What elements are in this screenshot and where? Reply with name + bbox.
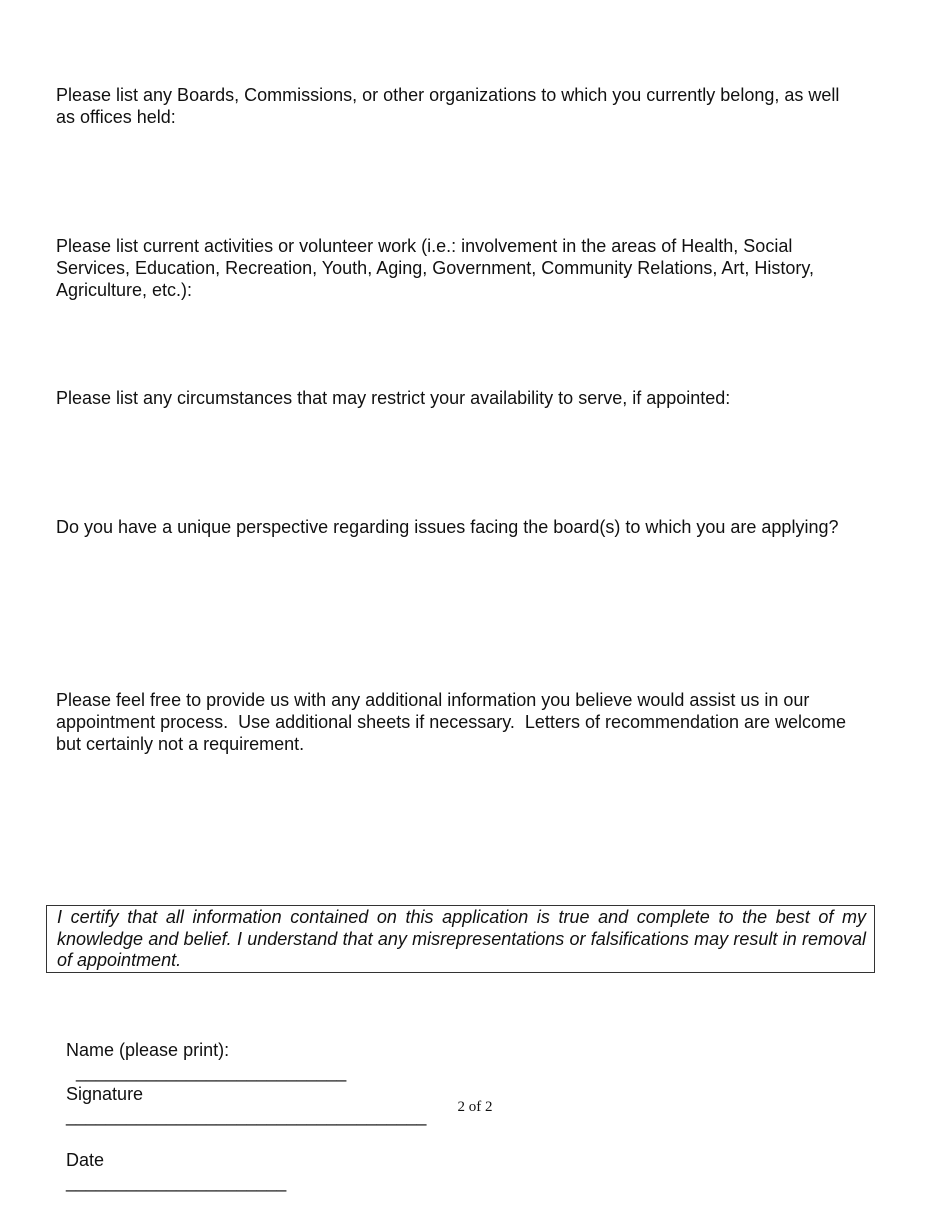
question-additional-info: Please feel free to provide us with any additional information you believe would assist us in our appointment process. Use additional sheets if necessary. Letters of recommendation are welcome but certainly not a requirement. xyxy=(56,690,852,754)
question-boards: Please list any Boards, Commissions, or other organizations to which you currently belong, as well as offices held: xyxy=(56,85,845,127)
question-perspective: Do you have a unique perspective regarding issues facing the board(s) to which you are applying? xyxy=(56,517,839,537)
question-restrictions: Please list any circumstances that may restrict your availability to serve, if appointed: xyxy=(56,388,731,408)
date-label: Date xyxy=(66,1150,105,1170)
question-activities: Please list current activities or volunteer work (i.e.: involvement in the areas of Health, Social Services, Education, Recreation, Youth, Aging, Government, Community Relations, Art, History, Agriculture, etc.): xyxy=(56,236,819,300)
page-number: 2 of 2 xyxy=(457,1099,493,1115)
signature-blank-line[interactable]: ____________________________________ xyxy=(66,1106,427,1126)
certification-statement: I certify that all information contained on this application is true and complete to the best of my knowledge and belief. I understand that any misrepresentations or falsifications may result in removal of appointment. xyxy=(57,907,866,970)
certification-box xyxy=(46,905,875,973)
signature-row xyxy=(56,1061,426,1193)
name-label: Name (please print): xyxy=(66,1040,230,1060)
date-blank-line[interactable]: ______________________ xyxy=(66,1172,287,1192)
signature-label: Signature xyxy=(66,1084,144,1104)
name-blank-line[interactable]: ___________________________ xyxy=(76,1062,347,1082)
